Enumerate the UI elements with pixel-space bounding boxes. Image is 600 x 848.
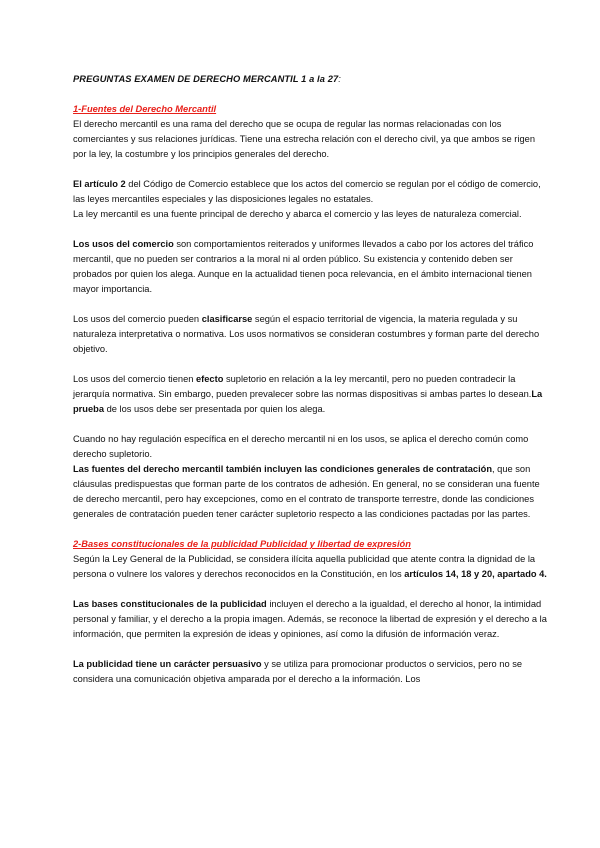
section-1-paragraph-2	[73, 177, 550, 207]
condiciones-generales-label: Las fuentes del derecho mercantil también incluyen las condiciones generales de contratación	[73, 464, 493, 474]
section-1-paragraph-3: La ley mercantil es una fuente principal de derecho y abarca el comercio y las leyes de naturaleza comercial.	[73, 209, 522, 219]
section-2-paragraph-3-text: y se utiliza para promocionar productos o servicios, pero no se considera una comunicación objetiva amparada por el derecho a la información. Los	[73, 659, 523, 684]
section-1-paragraph-5-text-a: Los usos del comercio pueden	[73, 314, 202, 324]
section-1-paragraph-6-text-c: de los usos debe ser presentada por quien los alega.	[104, 404, 326, 414]
section-2-paragraph-3	[73, 657, 550, 687]
section-2-paragraph-2-text: incluyen el derecho a la igualdad, el derecho al honor, la intimidad personal y familiar, y el derecho a la propia imagen. Además, se reconoce la libertad de expresión y el derecho a la información, que permiten la expresión de ideas y opiniones, así como la difusión de información veraz.	[73, 599, 547, 639]
section-1-paragraph-6-text-a: Los usos del comercio tienen	[73, 374, 196, 384]
section-1-paragraph-1: El derecho mercantil es una rama del derecho que se ocupa de regular las normas relacionadas con los comerciantes y sus relaciones jurídicas. Tiene una estrecha relación con el derecho civil, ya que ambos se rigen por la ley, la costumbre y los principios generales del derecho.	[73, 119, 535, 159]
clasificarse-label: clasificarse	[201, 314, 253, 324]
bases-constitucionales-label: Las bases constitucionales de la publicidad	[73, 599, 267, 609]
document-title-colon: :	[338, 74, 341, 84]
section-1-paragraph-6	[73, 372, 550, 417]
prueba-label: La prueba	[73, 389, 543, 414]
section-1-paragraph-4	[73, 237, 550, 297]
section-1-paragraph-2-text: del Código de Comercio establece que los actos del comercio se regulan por el código de comercio, las leyes mercantiles especiales y las disposiciones legales no estatales.	[73, 179, 541, 204]
section-1-paragraph-5	[73, 312, 550, 357]
section-2-paragraph-2	[73, 597, 550, 642]
document-title-text: PREGUNTAS EXAMEN DE DERECHO MERCANTIL 1 a la 27	[73, 74, 339, 84]
section-1-paragraph-4-text: son comportamientos reiterados y uniformes llevados a cabo por los actores del tráfico mercantil, que no pueden ser contrarios a la moral ni al orden público. Su existencia y contenido deben ser probados por quien los alega. Aunque en la actualidad tienen poca relevancia, en el ámbito internacional tienen mayor importancia.	[73, 239, 534, 294]
section-1-paragraph-6-text-b: supletorio en relación a la ley mercantil, pero no pueden contradecir la jerarquía normativa. Sin embargo, pueden prevalecer sobre las normas dispositivas si ambas partes lo desean.	[73, 374, 532, 399]
section-2-paragraph-1	[73, 552, 550, 582]
efecto-label: efecto	[196, 374, 224, 384]
section-1-heading: 1-Fuentes del Derecho Mercantil	[73, 104, 217, 114]
section-2-heading: 2-Bases constitucionales de la publicidad Publicidad y libertad de expresión	[73, 539, 411, 549]
section-1-paragraph-8-text: , que son cláusulas predispuestas que forman parte de los contratos de adhesión. En general, no se consideran una fuente de derecho mercantil, pero hay excepciones, como en el contrato de transporte terrestre, donde las condiciones generales de contratación pueden tener carácter supletorio respecto a las condiciones pactadas por las partes.	[73, 464, 540, 519]
section-2-paragraph-1-text: Según la Ley General de la Publicidad, se considera ilícita aquella publicidad que atente contra la dignidad de la persona o vulnere los valores y derechos reconocidos en la Constitución, en los	[73, 554, 536, 579]
articles-label: artículos 14, 18 y 20, apartado 4.	[404, 569, 547, 579]
article-2-label: El artículo 2	[73, 179, 126, 189]
section-1-paragraph-7: Cuando no hay regulación específica en el derecho mercantil ni en los usos, se aplica el derecho común como derecho supletorio.	[73, 434, 529, 459]
usos-comercio-label: Los usos del comercio	[73, 239, 174, 249]
section-1-paragraph-5-text-b: según el espacio territorial de vigencia, la materia regulada y su naturaleza interpretativa o normativa. Los usos normativos se consideran costumbres y forman parte del derecho objetivo.	[73, 314, 540, 354]
document-title	[73, 72, 550, 87]
section-1-paragraph-8	[73, 462, 550, 522]
caracter-persuasivo-label: La publicidad tiene un carácter persuasivo	[73, 659, 262, 669]
